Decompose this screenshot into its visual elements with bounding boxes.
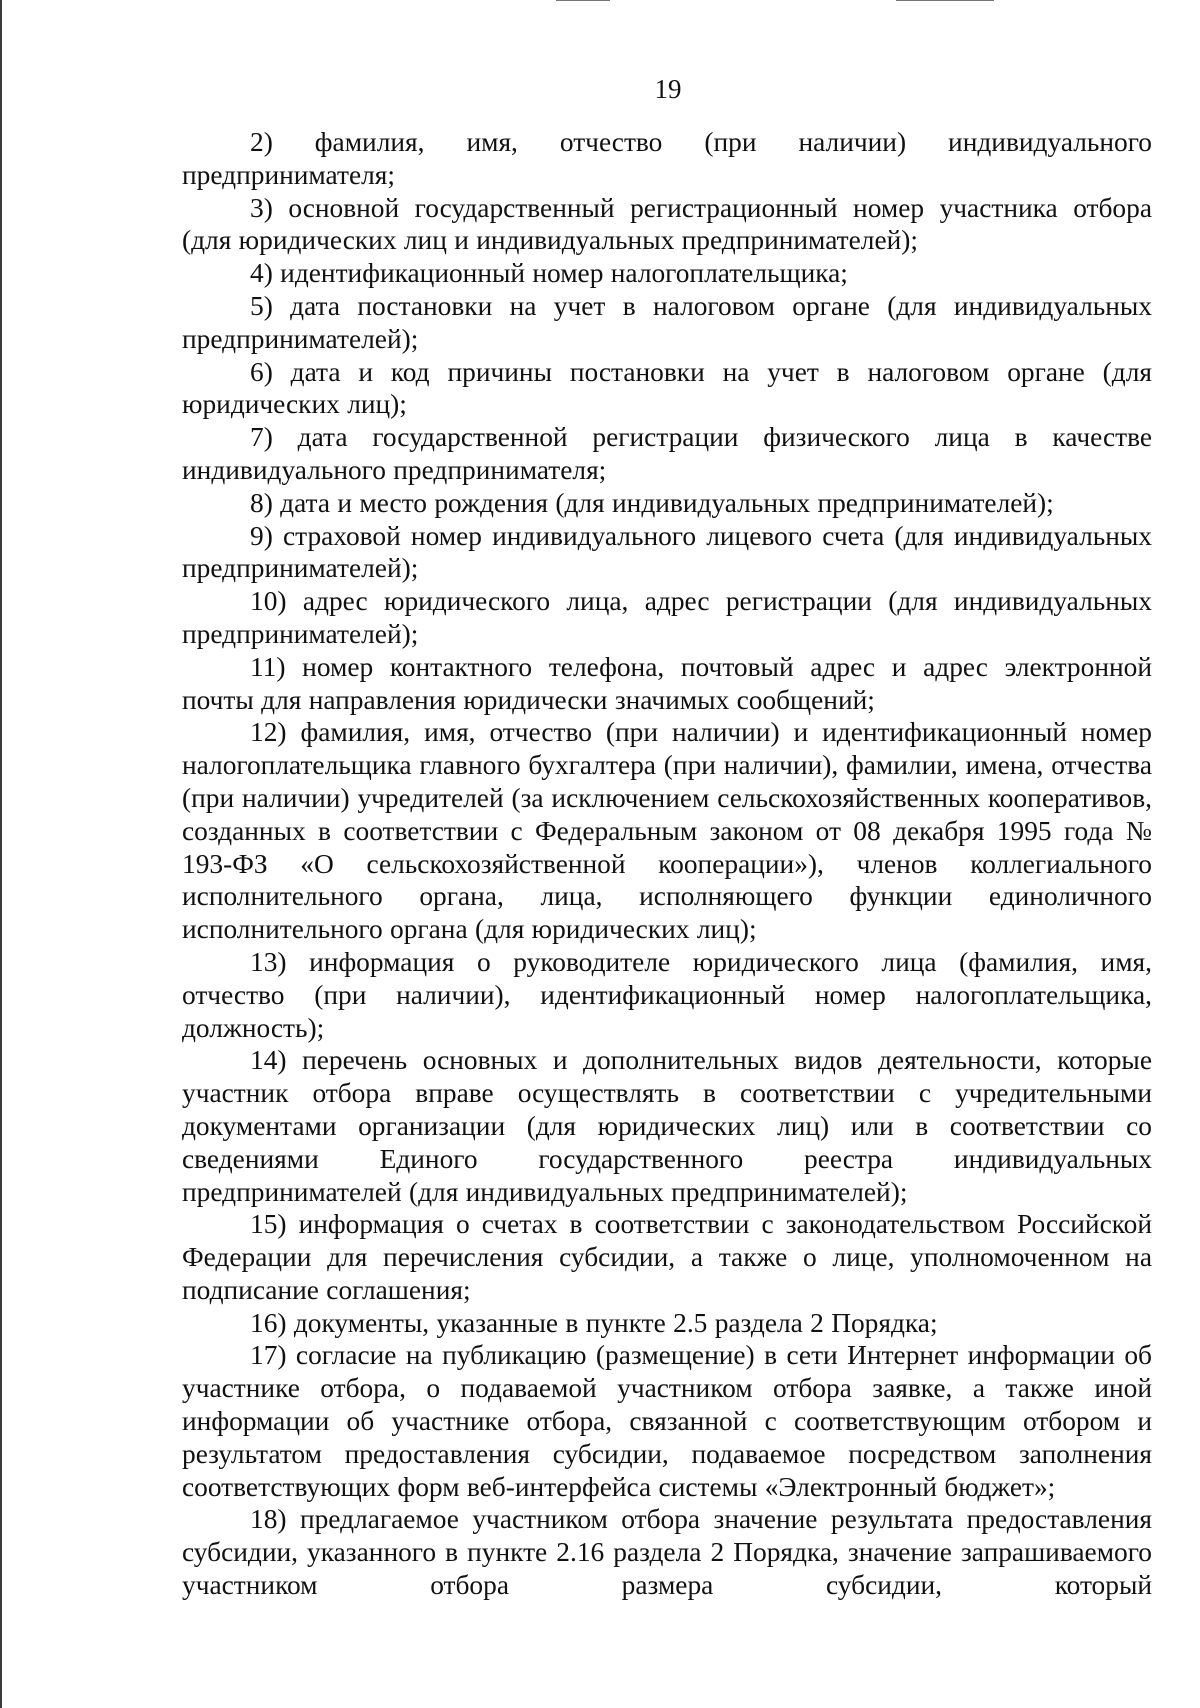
list-item: 18) предлагаемое участником отбора значение результата предоставления субсидии, указанного в пункте 2.16 раздела 2 Порядка, значение запрашиваемого участником отбора размера субсидии, который: [182, 1504, 1152, 1601]
list-item: 3) основной государственный регистрационный номер участника отбора (для юридических лиц и индивидуальных предпринимателей);: [182, 192, 1152, 256]
list-item: 10) адрес юридического лица, адрес регистрации (для индивидуальных предпринимателей);: [182, 586, 1152, 649]
list-item: 4) идентификационный номер налогоплательщика;: [250, 258, 848, 289]
list-item: 14) перечень основных и дополнительных видов деятельности, которые участник отбора вправе осуществлять в соответствии с учредительными документами организации (для юридических лиц) или в соответствии со сведениями Единого государственного реестра индивидуальных предпринимателей (для индивидуальных предпринимателей);: [182, 1045, 1152, 1207]
page-number: 19: [654, 74, 682, 104]
list-item: 8) дата и место рождения (для индивидуальных предпринимателей);: [250, 487, 1054, 518]
list-item: 2) фамилия, имя, отчество (при наличии) индивидуального предпринимателя;: [182, 127, 1152, 190]
list-item: 9) страховой номер индивидуального лицевого счета (для индивидуальных предпринимателей);: [182, 520, 1152, 584]
list-item: 17) согласие на публикацию (размещение) в сети Интернет информации об участнике отбора, о подаваемой участником отбора заявке, а также иной информации об участнике отбора, связанной с соответствующим отбором и результатом предоставления субсидии, подаваемое посредством заполнения соответствующих форм веб-интерфейса системы «Электронный бюджет»;: [182, 1340, 1152, 1502]
scan-edge: [0, 0, 2, 1708]
list-item: 15) информация о счетах в соответствии с законодательством Российской Федерации для перечисления субсидии, а также о лице, уполномоченном на подписание соглашения;: [182, 1209, 1152, 1305]
document-body: [182, 126, 1152, 1602]
list-item: 7) дата государственной регистрации физического лица в качестве индивидуального предпринимателя;: [182, 422, 1152, 485]
list-item: 5) дата постановки на учет в налоговом органе (для индивидуальных предпринимателей);: [182, 290, 1152, 354]
list-item: 13) информация о руководителе юридического лица (фамилия, имя, отчество (при наличии), идентификационный номер налогоплательщика, должность);: [182, 946, 1152, 1043]
list-item: 16) документы, указанные в пункте 2.5 раздела 2 Порядка;: [250, 1307, 938, 1338]
scan-mark: [556, 0, 610, 1]
list-item: 6) дата и код причины постановки на учет в налоговом органе (для юридических лиц);: [182, 356, 1152, 420]
scan-mark: [896, 0, 994, 1]
list-item: 11) номер контактного телефона, почтовый адрес и адрес электронной почты для направления юридически значимых сообщений;: [182, 651, 1152, 715]
list-item: 12) фамилия, имя, отчество (при наличии) и идентификационный номер налогоплательщика главного бухгалтера (при наличии), фамилии, имена, отчества (при наличии) учредителей (за исключением сельскохозяйственных кооперативов, созданных в соответствии с Федеральным законом от 08 декабря 1995 года № 193-ФЗ «О сельскохозяйственной кооперации»), членов коллегиального исполнительного органа, лица, исполняющего функции единоличного исполнительного органа (для юридических лиц);: [182, 717, 1152, 945]
